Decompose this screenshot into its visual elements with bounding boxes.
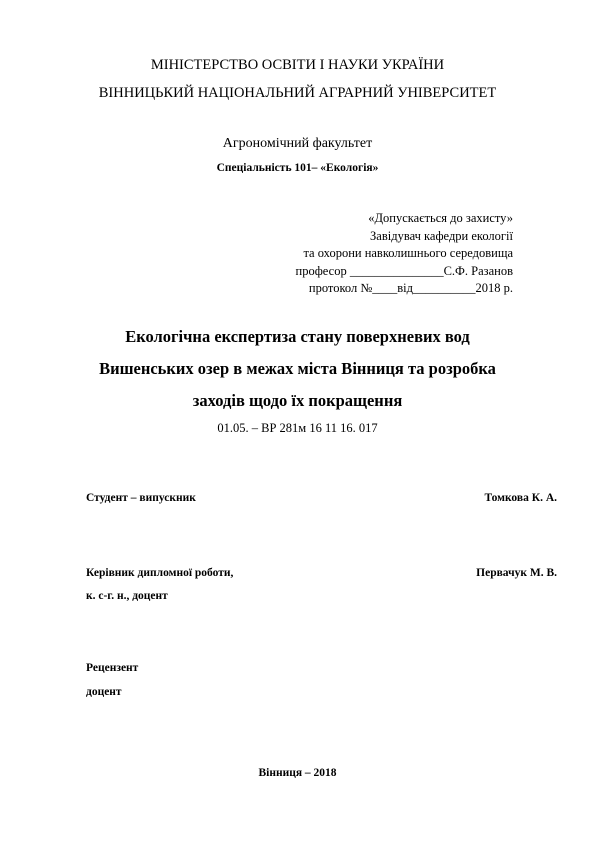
approval-line-protocol: протокол №____від__________2018 р. [308,281,513,295]
approval-block [296,210,514,298]
approval-line-head: Завідувач кафедри екології [370,228,513,243]
student-name: Томкова К. А. [484,492,557,504]
city-year: Вінниця – 2018 [258,767,337,779]
university-heading: ВІННИЦЬКИЙ НАЦІОНАЛЬНИЙ АГРАРНИЙ УНІВЕРСИТЕТ [98,85,497,101]
supervisor-label: Керівник дипломної роботи, [86,567,234,579]
ministry-heading: МІНІСТЕРСТВО ОСВІТИ І НАУКИ УКРАЇНИ [150,57,445,73]
faculty-name: Агрономічний факультет [222,136,373,151]
supervisor-degree: к. с-г. н., доцент [86,590,168,602]
specialty-line: Спеціальність 101– «Екологія» [216,162,379,174]
supervisor-name: Первачук М. В. [476,567,557,579]
reviewer-label: Рецензент [86,662,139,674]
thesis-title-line-3: заходів щодо їх покращення [192,391,403,410]
student-label: Студент – випускник [86,492,196,504]
reviewer-position: доцент [86,686,122,698]
thesis-title-line-1: Екологічна експертиза стану поверхневих вод [125,327,470,346]
approval-line-professor: професор _______________С.Ф. Разанов [295,263,513,278]
thesis-code: 01.05. – ВР 281м 16 11 16. 017 [217,421,378,435]
approval-line-admitted: «Допускається до захисту» [368,211,513,225]
approval-line-department: та охорони навколишнього середовища [303,246,513,260]
thesis-title-line-2: Вишенських озер в межах міста Вінниця та розробка [99,359,496,378]
